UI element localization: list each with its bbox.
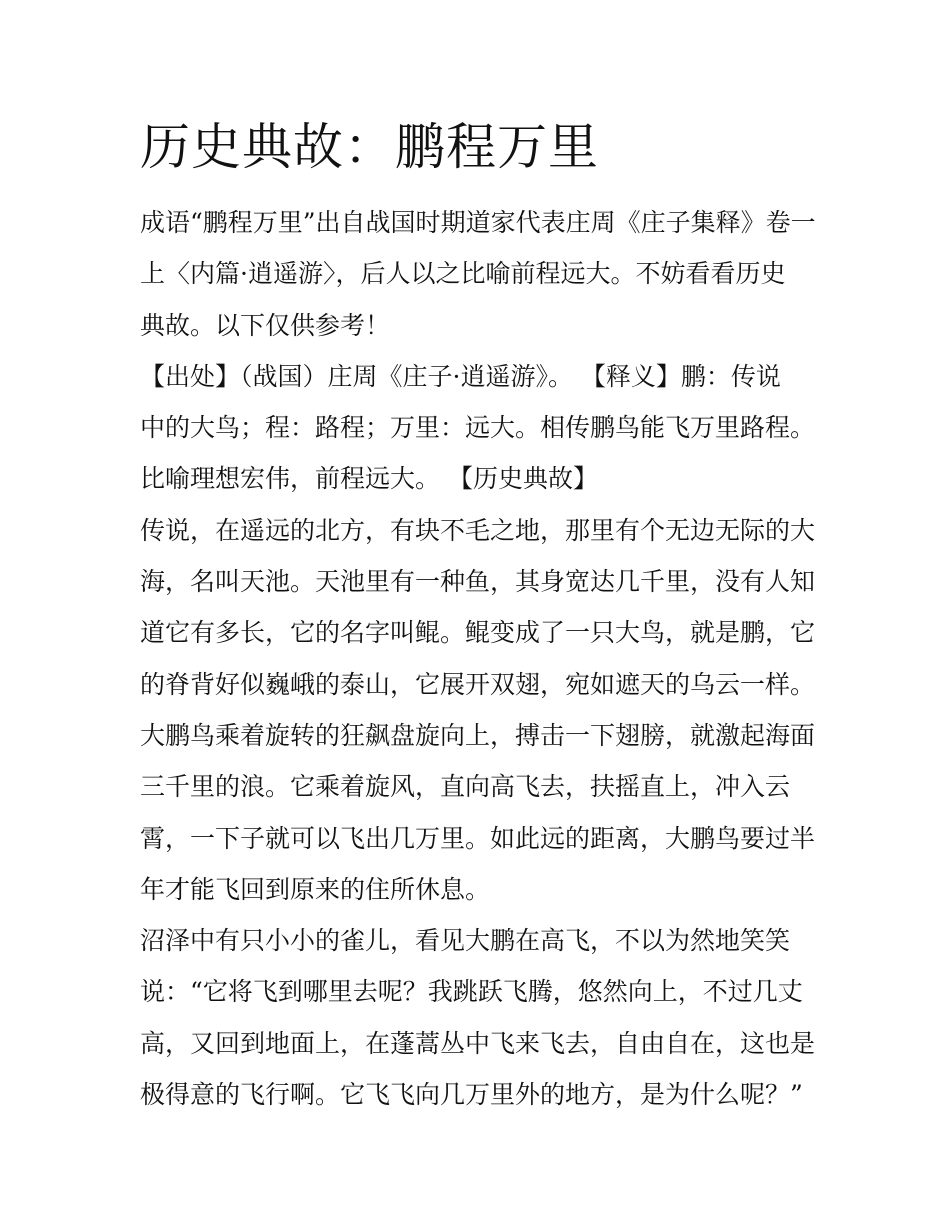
- paragraph-legend: 传说，在遥远的北方，有块不毛之地，那里有个无边无际的大 海，名叫天池。天池里有一种鱼，其身宽达几千里，没有人知 道它有多长，它的名字叫鲲。鲲变成了一只大鸟，就是鹏，它 的脊背好似巍峨的泰山，它展开双翅，宛如遮天的乌云一样。 大鹏鸟乘着旋转的狂飙盘旋向上，搏击一下翅膀，就激起海面 三千里的浪。它乘着旋风，直向高飞去，扶摇直上，冲入云 霄，一下子就可以飞出几万里。如此远的距离，大鹏鸟要过半 年才能飞回到原来的住所休息。: [140, 515, 816, 904]
- paragraph-intro: 成语“鹏程万里”出自战国时期道家代表庄周《庄子集释》卷一 上〈内篇·逍遥游〉，后人以之比喻前程远大。不妨看看历史 典故。以下仅供参考！: [140, 208, 816, 340]
- page-title: 历史典故：鹏程万里: [140, 118, 599, 176]
- paragraph-sparrow: 沼泽中有只小小的雀儿，看见大鹏在高飞，不以为然地笑笑 说：“它将飞到哪里去呢？我跳跃飞腾，悠然向上，不过几丈 高，又回到地面上，在蓬蒿丛中飞来飞去，自由自在，这也是 极得意的飞行啊。它飞飞向几万里外的地方，是为什么呢？”: [140, 926, 816, 1110]
- paragraph-source: 【出处】（战国）庄周《庄子·逍遥游》。 【释义】鹏：传说 中的大鸟；程：路程；万里：远大。相传鹏鸟能飞万里路程。 比喻理想宏伟，前程远大。 【历史典故】: [140, 361, 816, 494]
- article-body: [140, 197, 820, 1120]
